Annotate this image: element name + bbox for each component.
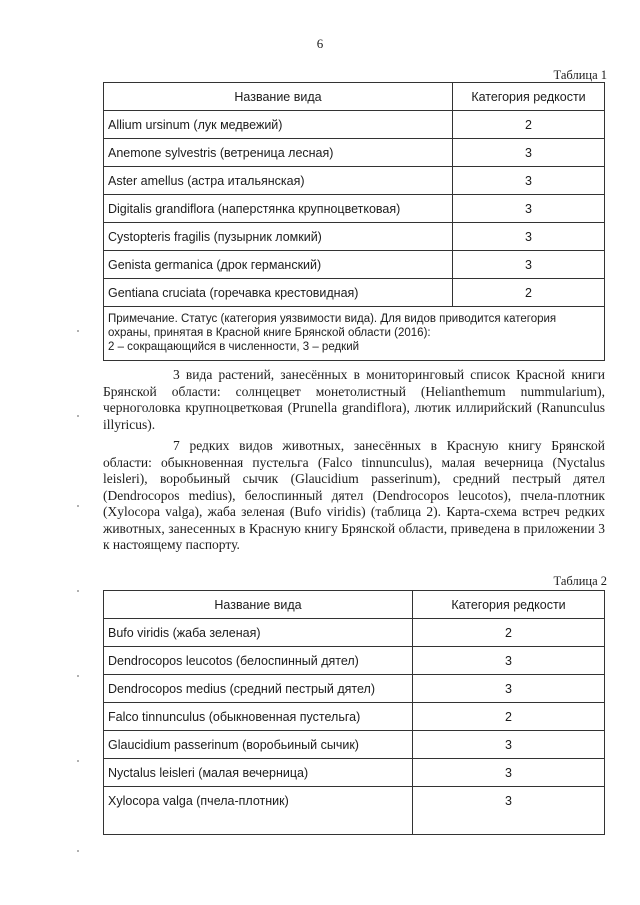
species-name-cell: Cystopteris fragilis (пузырник ломкий) — [104, 223, 453, 251]
note-line: охраны, принятая в Красной книге Брянской области (2016): — [108, 327, 431, 339]
category-cell: 2 — [453, 279, 605, 307]
species-name-cell: Gentiana cruciata (горечавка крестовидная) — [104, 279, 453, 307]
species-name-cell: Allium ursinum (лук медвежий) — [104, 111, 453, 139]
category-cell: 3 — [453, 195, 605, 223]
table2-caption: Таблица 2 — [553, 574, 607, 588]
table2 — [103, 590, 605, 835]
species-name-cell: Nyctalus leisleri (малая вечерница) — [104, 759, 413, 787]
table-row — [104, 111, 605, 139]
column-header-species: Название вида — [104, 591, 413, 619]
table-row — [104, 675, 605, 703]
table-row — [104, 703, 605, 731]
category-cell: 3 — [413, 759, 605, 787]
category-cell: 3 — [413, 647, 605, 675]
species-name-cell: Digitalis grandiflora (наперстянка крупноцветковая) — [104, 195, 453, 223]
paragraph-animals — [103, 438, 605, 554]
table-row — [104, 619, 605, 647]
table1 — [103, 82, 605, 361]
category-cell: 3 — [453, 251, 605, 279]
table-header-row — [104, 591, 605, 619]
paragraph-plants — [103, 367, 605, 433]
table1-caption: Таблица 1 — [553, 68, 607, 82]
table-note-row — [104, 307, 605, 361]
table-row — [104, 759, 605, 787]
species-name-cell: Falco tinnunculus (обыкновенная пустельга) — [104, 703, 413, 731]
table-row — [104, 139, 605, 167]
scan-margin-dots — [77, 330, 81, 870]
paragraph-text: 3 вида растений, занесённых в мониторинговый список Красной книги Брянской области: солнцецвет монетолистный (Helianthemum nummularium), черноголовка крупноцветковая (Prunella grandiflora), лютик иллирийский (Ranunculus illyricus). — [103, 367, 605, 432]
table-row — [104, 167, 605, 195]
table-row — [104, 195, 605, 223]
note-line: Примечание. Статус (категория уязвимости вида). Для видов приводится категория — [108, 313, 557, 325]
column-header-species: Название вида — [104, 83, 453, 111]
category-cell: 2 — [453, 111, 605, 139]
table-row — [104, 279, 605, 307]
table-row — [104, 251, 605, 279]
category-cell: 3 — [413, 675, 605, 703]
species-name-cell: Glaucidium passerinum (воробьиный сычик) — [104, 731, 413, 759]
species-name-cell: Genista germanica (дрок германский) — [104, 251, 453, 279]
category-cell: 3 — [413, 731, 605, 759]
note-line: 2 – сокращающийся в численности, 3 – редкий — [108, 341, 360, 353]
species-name-cell: Anemone sylvestris (ветреница лесная) — [104, 139, 453, 167]
category-cell: 3 — [453, 223, 605, 251]
species-name-cell: Bufo viridis (жаба зеленая) — [104, 619, 413, 647]
page-number: 6 — [316, 36, 324, 51]
category-cell: 2 — [413, 703, 605, 731]
species-name-cell: Dendrocopos leucotos (белоспинный дятел) — [104, 647, 413, 675]
table-row — [104, 787, 605, 835]
species-name-cell: Dendrocopos medius (средний пестрый дятел) — [104, 675, 413, 703]
table-row — [104, 647, 605, 675]
column-header-category: Категория редкости — [413, 591, 605, 619]
table-note — [104, 307, 605, 361]
table-row — [104, 223, 605, 251]
table-row — [104, 731, 605, 759]
column-header-category: Категория редкости — [453, 83, 605, 111]
category-cell: 3 — [453, 139, 605, 167]
species-name-cell: Aster amellus (астра итальянская) — [104, 167, 453, 195]
species-name-cell: Xylocopa valga (пчела-плотник) — [104, 787, 413, 835]
category-cell: 2 — [413, 619, 605, 647]
table-header-row — [104, 83, 605, 111]
category-cell: 3 — [453, 167, 605, 195]
paragraph-text: 7 редких видов животных, занесённых в Красную книгу Брянской области: обыкновенная пустельга (Falco tinnunculus), малая вечерница (Nyctalus leisleri), воробьиный сычик (Glaucidium passerinum), средний пестрый дятел (Dendrocopos medius), белоспинный дятел (Dendrocopos leucotos), пчела-плотник (Xylocopa valga), жаба зеленая (Bufo viridis) (таблица 2). Карта-схема встреч редких животных, занесенных в Красную книгу Брянской области, приведена в приложении 3 к настоящему паспорту. — [103, 438, 605, 552]
category-cell: 3 — [413, 787, 605, 835]
